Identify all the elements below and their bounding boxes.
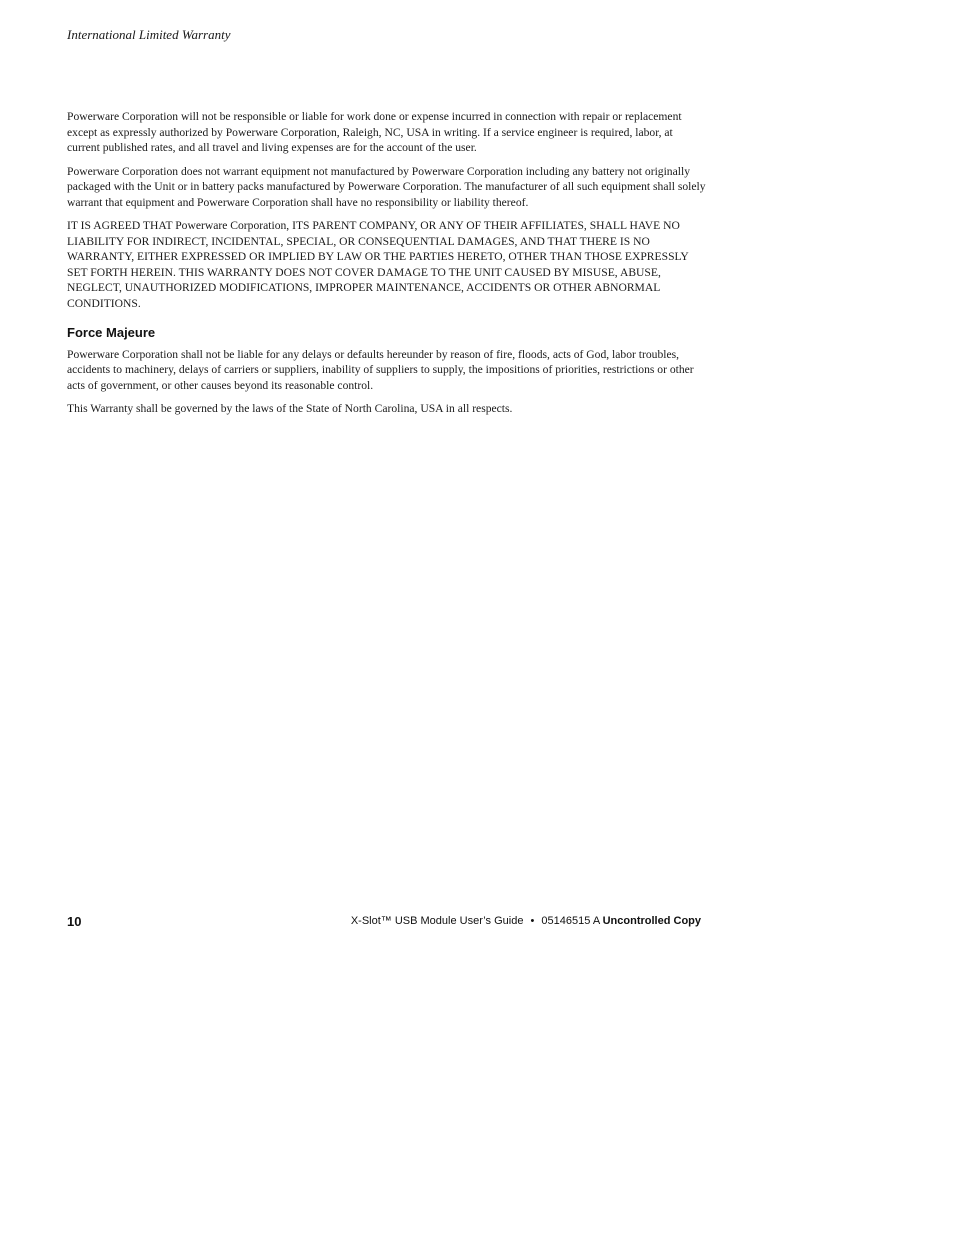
paragraph-third-party-equipment: Powerware Corporation does not warrant equipment not manufactured by Powerware Corporation including any battery not originally packaged with the Unit or in battery packs manufactured by Powerware Corporation. The manufacturer of all such equipment shall solely warrant that equipment and Powerware Corporation shall have no responsibility or liability thereof. xyxy=(67,164,706,209)
paragraph-liability-disclaimer: IT IS AGREED THAT Powerware Corporation, ITS PARENT COMPANY, OR ANY OF THEIR AFFILIATES, SHALL HAVE NO LIABILITY FOR INDIRECT, INCIDENTAL, SPECIAL, OR CONSEQUENTIAL DAMAGES, AND THAT THERE IS NO WARRANTY, EITHER EXPRESSED OR IMPLIED BY LAW OR THE PARTIES HERETO, OTHER THAN THOSE EXPRESSLY SET FORTH HEREIN. THIS WARRANTY DOES NOT COVER DAMAGE TO THE UNIT CAUSED BY MISUSE, ABUSE, NEGLECT, UNAUTHORIZED MODIFICATIONS, IMPROPER MAINTENANCE, ACCIDENTS OR OTHER ABNORMAL CONDITIONS. xyxy=(67,219,689,310)
footer-document-info xyxy=(351,915,701,927)
section-heading-force-majeure: Force Majeure xyxy=(67,325,156,340)
body-text xyxy=(67,109,707,425)
paragraph-repair-liability: Powerware Corporation will not be responsible or liable for work done or expense incurred in connection with repair or replacement except as expressly authorized by Powerware Corporation, Raleigh, NC, USA in writing. If a service engineer is required, labor, at current published rates, and all travel and living expenses are for the account of the user. xyxy=(67,110,682,154)
page-number: 10 xyxy=(67,914,82,929)
running-head: International Limited Warranty xyxy=(67,27,231,42)
paragraph-governing-law: This Warranty shall be governed by the laws of the State of North Carolina, USA in all respects. xyxy=(67,402,513,415)
footer-guide-title: X-Slot™ USB Module User’s Guide xyxy=(350,915,524,927)
footer-doc-number: 05146515 A xyxy=(541,915,600,927)
footer-bullet: • xyxy=(530,915,535,927)
paragraph-force-majeure: Powerware Corporation shall not be liable for any delays or defaults hereunder by reason of fire, floods, acts of God, labor troubles, accidents to machinery, delays of carriers or suppliers, inability of suppliers to supply, the impositions of priorities, restrictions or other acts of government, or other causes beyond its reasonable control. xyxy=(67,347,694,392)
footer-copy-status: Uncontrolled Copy xyxy=(602,915,701,927)
